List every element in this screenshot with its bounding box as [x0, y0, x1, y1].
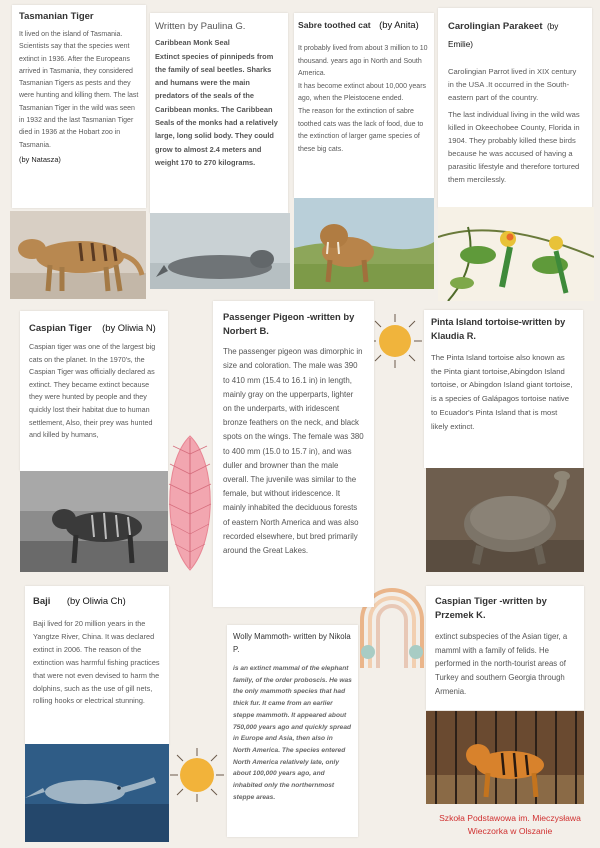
card-baji [25, 586, 169, 746]
card-sabre-toothed-cat [294, 13, 434, 198]
card-title: Caspian Tiger [29, 323, 92, 334]
card-title: Baji [33, 596, 51, 607]
card-title: Caspian Tiger -written by Przemek K. [435, 595, 547, 620]
card-text: The reason for the extinction of sabre toothed cats was the lack of food, due to the extinction of larger game species of these big cats. [298, 107, 424, 153]
card-title-row [448, 16, 582, 52]
card-text: Carolingian Parrot lived in XIX century in the USA .It occurred in the South-eastern part of the country. [448, 67, 577, 102]
card-text: It probably lived from about 3 million to 10 thousand. years ago in North and South America. [298, 45, 428, 78]
card-carolingian-parakeet [438, 8, 592, 208]
sabre-toothed-cat-photo [294, 198, 434, 289]
card-text: It lived on the island of Tasmania. Scientists say that the species went extinct in 1936. After the Europeans arrived in Tasmania, they considered Tasmanian Tigers as pests and they were hunting and killing them. The last Tasmanian Tiger in the wild was seen in 1932 and the last Tasmanian Tiger died in 1936 at the Hobart zoo in Tasmania. [19, 31, 139, 149]
card-monk-seal [150, 13, 288, 213]
card-title: Pinta Island tortoise-written by Klaudia R. [431, 317, 566, 341]
card-text: It has become extinct about 10,000 years ago, when the Pleistocene ended. [298, 82, 427, 103]
card-author: (by Natasza) [19, 154, 61, 164]
card-author: (by Oliwia N) [102, 322, 156, 333]
card-text: The Pinta Island tortoise also known as the Pinta giant tortoise,Abingdon Island tortoise, or Abingdon Island giant tortoise, is a species of Galápagos tortoise native to Ecuador's Pinta Island that is most likely extinct. [431, 353, 573, 431]
card-text: extinct subspecies of the Asian tiger, a mamml with a family of felids. He performed in the north-tourist areas of Turkey and southern Georgia through Armenia. [435, 632, 568, 696]
card-text: Baji lived for 20 million years in the Yangtze River, China. It was declared extinct in 2006. The reason of the extinction was harmful fishing practices that were not even devised to harm the dolphins, such as the use of gill nets, rolling hooks or electrical stunning. [33, 619, 160, 706]
sun-icon [366, 312, 424, 370]
card-text: is an extinct mammal of the elephant family, of the order proboscis. He was the only mammoth species that had thick fur. It came from an earlier steppe mammoth. It appeared about 750,000 years ago and quickly spread in Europe and Asia, then also in North America. The species entered North America relatively late, only about 100,000 years ago, and inhabited only the northernmost steppe areas. [233, 665, 352, 801]
card-woolly-mammoth [227, 625, 358, 837]
card-author: (by Oliwia Ch) [66, 595, 126, 606]
school-name-line-1: Szkoła Podstawowa im. Mieczysława [439, 813, 581, 823]
card-author: (by Anita) [379, 19, 419, 30]
card-title-row [298, 19, 430, 30]
leaf-icon [165, 432, 215, 574]
caspian-tiger-photo-zoo [426, 711, 584, 804]
parakeet-illustration [438, 207, 594, 301]
card-subtitle: Caribbean Monk Seal [155, 38, 230, 47]
tasmanian-tiger-photo [10, 211, 146, 299]
card-title-row [29, 318, 159, 336]
monk-seal-photo [150, 213, 290, 289]
card-pinta-tortoise [424, 310, 583, 468]
card-title: Passenger Pigeon -written by Norbert B. [223, 311, 355, 336]
card-title-row [33, 591, 161, 609]
card-title: Sabre toothed cat [298, 20, 371, 30]
sun-icon [168, 746, 226, 804]
card-passenger-pigeon [213, 301, 374, 607]
card-author: (by Emilie) [448, 22, 559, 49]
card-title: Wolly Mammoth- written by Nikola P. [233, 632, 351, 654]
card-text: Caspian tiger was one of the largest big cats on the planet. In the 1970's, the Caspian Tiger was officially declared as extinct. They became extinct because they were hunted by people and they quickly lost their habitat due to human settlement, Also, their prey was hunted and killed by humans, [29, 342, 156, 440]
baji-dolphin-photo [25, 744, 169, 842]
school-name-line-2: Wieczorka w Olszanie [467, 826, 553, 836]
caspian-tiger-photo-bw [20, 471, 168, 572]
card-title: Carolingian Parakeet [448, 21, 543, 32]
card-text: Extinct species of pinnipeds from the family of seal beetles. Sharks and humans were the main predators of the seals of the Caribbean monks. The Caribbean Seals of the monks had a relatively large, long solid body. They could grow to almost 2.4 meters and weight 170 to 270 kilograms. [155, 51, 278, 167]
card-title: Written by Paulina G. [155, 21, 246, 32]
school-name [420, 812, 600, 838]
card-text: The passenger pigeon was dimorphic in size and coloration. The male was 390 to 410 mm (15.4 to 16.1 in) in length, mainly gray on the upperparts, lighter on the underparts, with iridescent bronze feathers on the neck, and black spots on the wings. The female was 380 to 400 mm (15.0 to 15.7 in), and was duller and browner than the male overall. The juvenile was similar to the female, but without iridescence. It mainly inhabited the deciduous forests of eastern North America and was also recorded elsewhere, but bred primarily around the Great Lakes. [223, 347, 364, 556]
card-text: The last individual living in the wild was killed in Okeechobee County, Florida in 1904. They probably killed these birds because he was accused of having a parasitic lifestyle and therefore tortured them mercilessly. [448, 110, 580, 184]
card-caspian-tiger-2 [426, 586, 584, 710]
card-caspian-tiger-1 [20, 311, 168, 471]
card-tasmanian-tiger [12, 5, 146, 208]
card-title: Tasmanian Tiger [19, 11, 94, 22]
tortoise-photo [426, 468, 584, 572]
